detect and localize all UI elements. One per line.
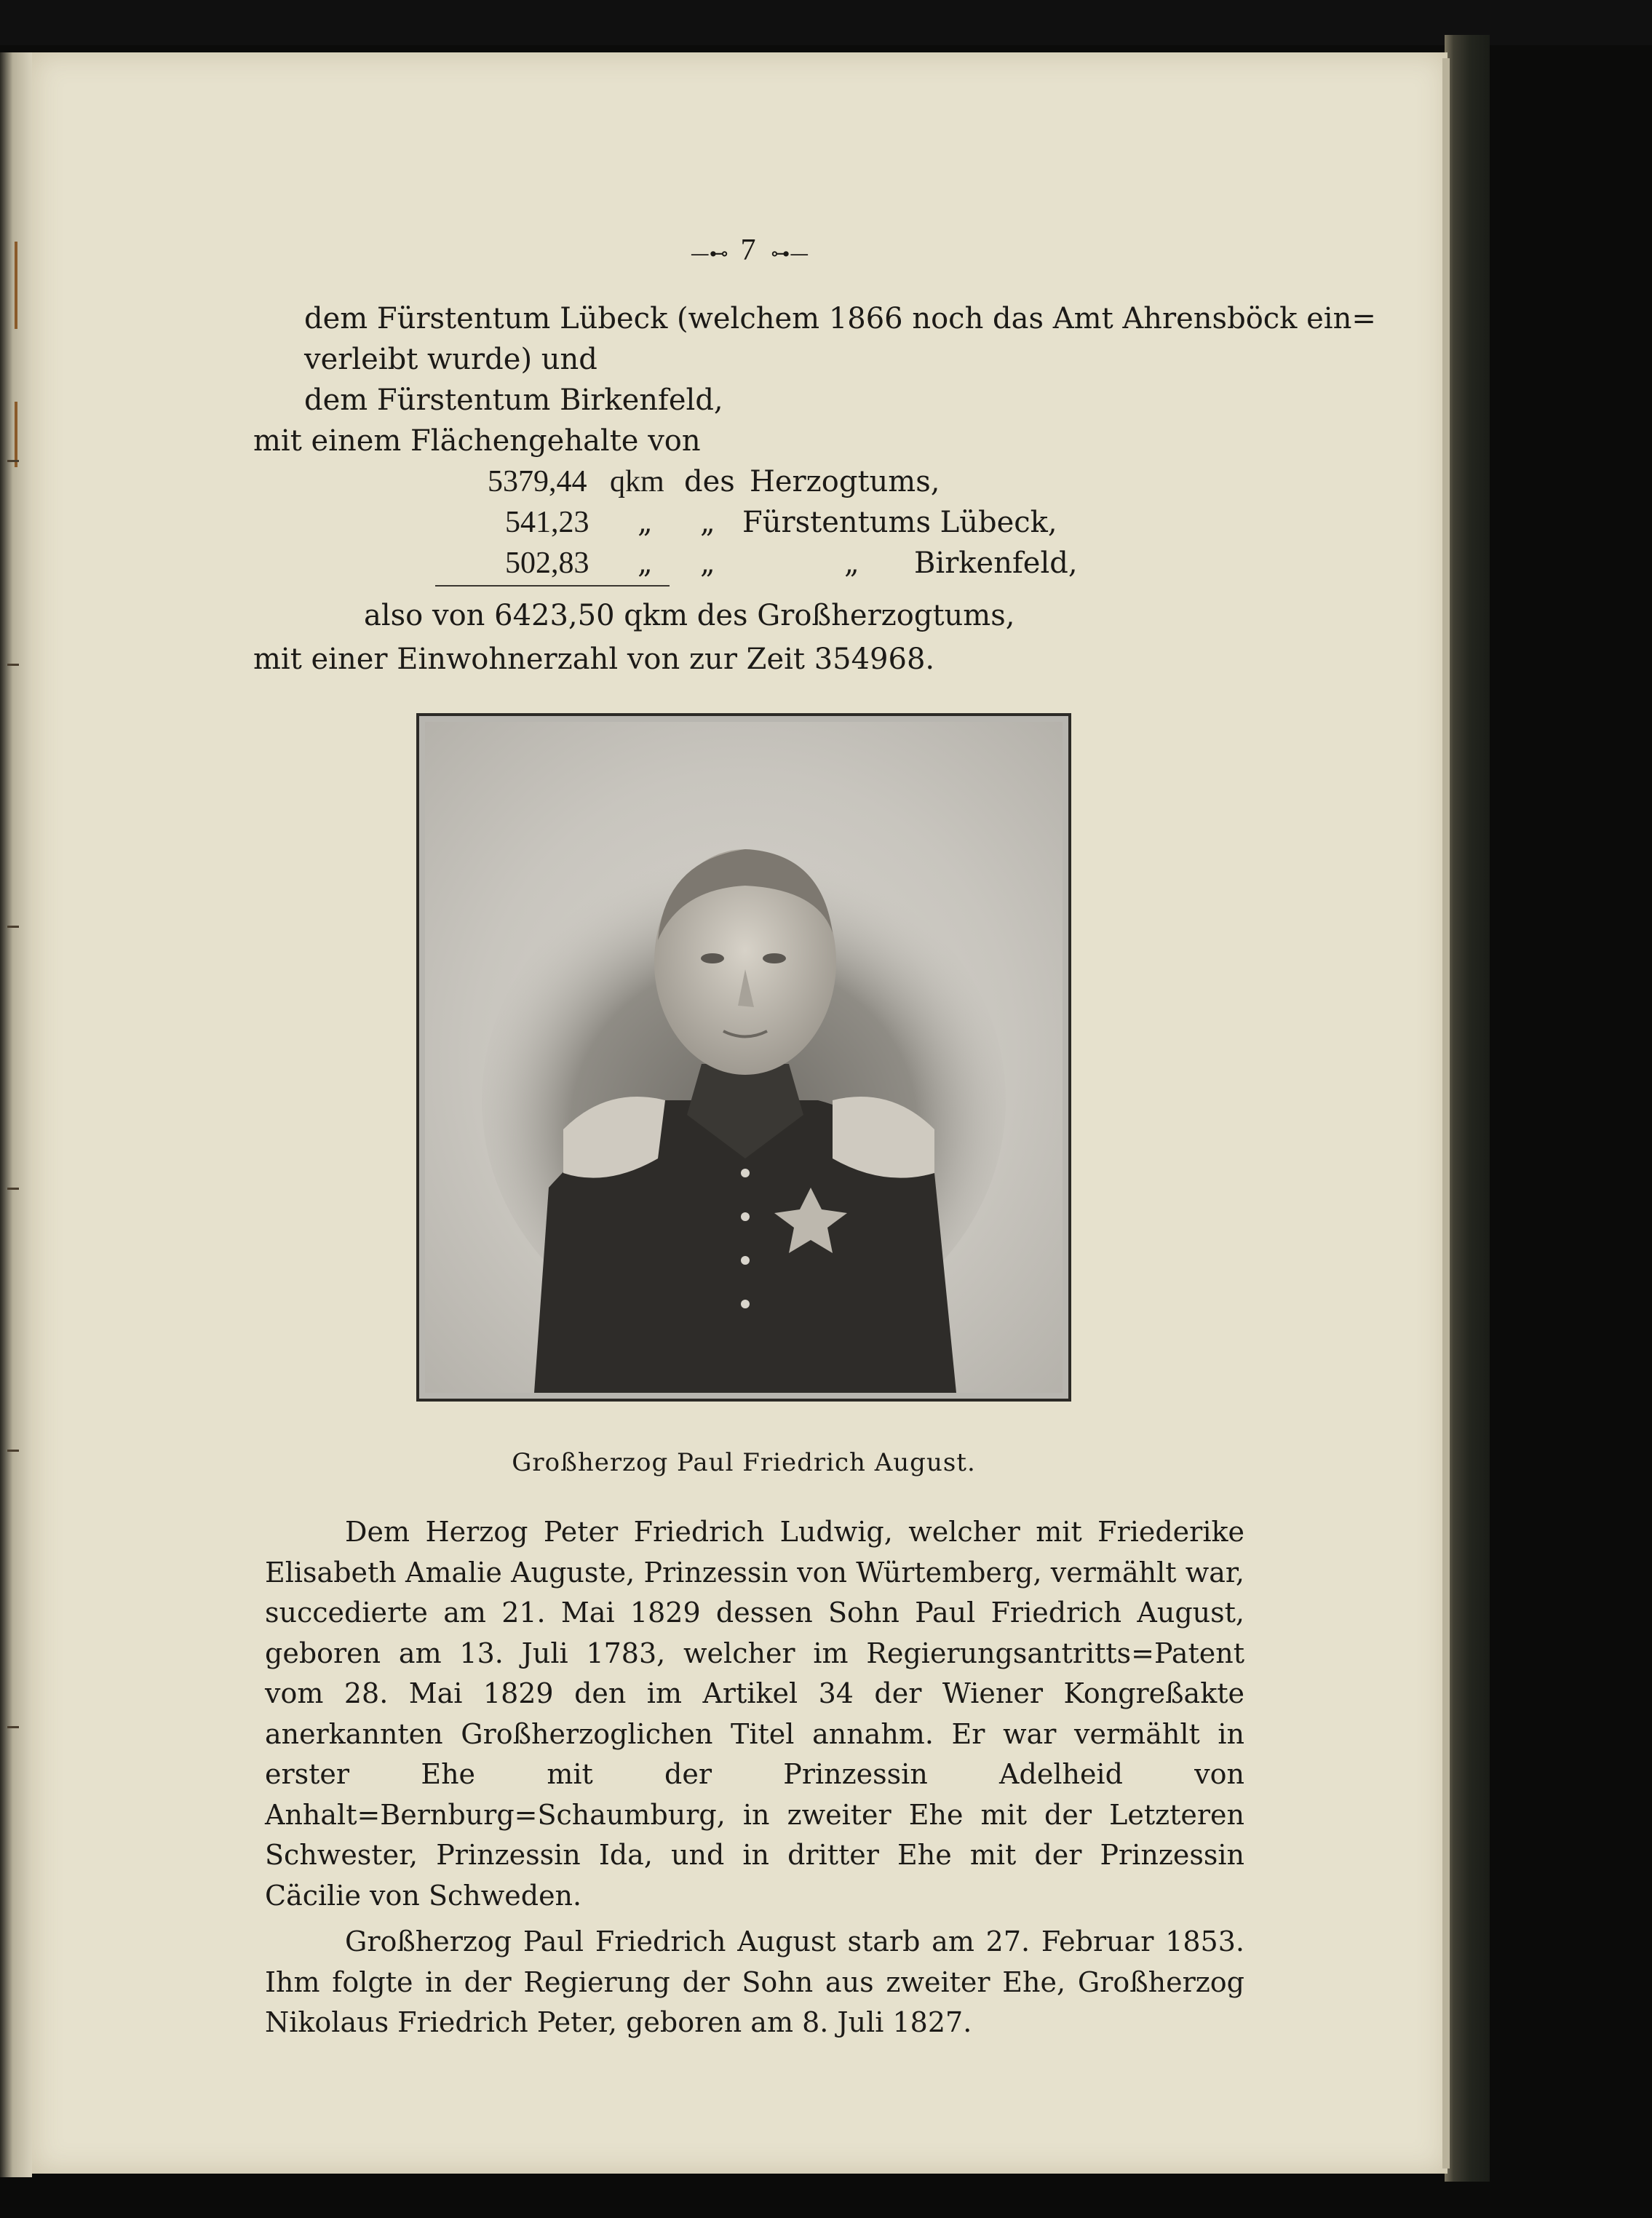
area-name: Fürstentums Lübeck, — [742, 506, 1057, 539]
population-line: mit einer Einwohnerzahl von zur Zeit 354968. — [253, 643, 935, 676]
area-word: „ — [700, 506, 715, 539]
header-line: dem Fürstentum Birkenfeld, — [304, 383, 723, 417]
header-line: verleibt wurde) und — [304, 343, 597, 376]
margin-tick — [7, 460, 19, 462]
figure-caption: Großherzog Paul Friedrich August. — [512, 1448, 976, 1477]
header-line: dem Fürstentum Lübeck (welchem 1866 noch das Amt Ahrensböck ein= — [304, 302, 1376, 335]
portrait-figure — [416, 713, 1071, 1402]
area-unit: „ — [638, 546, 653, 580]
area-unit: „ — [638, 506, 653, 539]
area-value: 541,23 — [505, 506, 589, 539]
page-number — [655, 233, 844, 268]
portrait-engraving — [425, 722, 1063, 1393]
area-unit: qkm — [610, 465, 664, 498]
total-line: also von 6423,50 qkm des Großherzogtums, — [364, 599, 1015, 632]
scan-background-top — [0, 0, 1652, 45]
facing-page-edge — [0, 52, 32, 2177]
margin-mark — [15, 402, 17, 467]
margin-tick — [7, 1726, 19, 1728]
ornament-left: —⊷ — [690, 243, 728, 265]
area-value: 5379,44 — [488, 465, 587, 498]
page-edge — [1442, 58, 1450, 2169]
margin-tick — [7, 1450, 19, 1452]
area-value: 502,83 — [505, 546, 589, 580]
area-word: „ — [700, 546, 715, 580]
paragraph-2: Großherzog Paul Friedrich August starb am 27. Februar 1853. Ihm folgte in der Regierung der Sohn aus zweiter Ehe, Großherzog Nikolaus Friedrich Peter, geboren am 8. Juli 1827. — [265, 1925, 1244, 2038]
sum-rule — [435, 585, 670, 587]
area-name: Birkenfeld, — [914, 546, 1078, 580]
page-number-value: 7 — [740, 234, 759, 267]
area-ditto: „ — [844, 546, 859, 580]
margin-tick — [7, 926, 19, 928]
area-word: des — [684, 465, 735, 498]
margin-mark — [15, 242, 17, 329]
book-binding — [1445, 35, 1490, 2182]
margin-tick — [7, 1188, 19, 1190]
body-text — [265, 1512, 1244, 2043]
paragraph-1: Dem Herzog Peter Friedrich Ludwig, welcher mit Friederike Elisabeth Amalie Auguste, Prinzessin von Würtemberg, vermählt war, succedierte am 21. Mai 1829 dessen Sohn Paul Friedrich August, geboren am 13. Juli 1783, welcher im Regierungsantritts=Patent vom 28. Mai 1829 den im Artikel 34 der Wiener Kongreßakte anerkannten Großherzoglichen Titel annahm. Er war vermählt in erster Ehe mit der Prinzessin Adelheid von Anhalt=Bernburg=Schaumburg, in zweiter Ehe mit der Letzteren Schwester, Prinzessin Ida, und in dritter Ehe mit der Prinzessin Cäcilie von Schweden. — [265, 1516, 1244, 1912]
ornament-right: ⊶— — [771, 243, 809, 265]
portrait-image — [425, 722, 1063, 1393]
margin-tick — [7, 664, 19, 666]
header-line: mit einem Flächengehalte von — [253, 424, 701, 458]
area-name: Herzogtums, — [750, 465, 940, 498]
